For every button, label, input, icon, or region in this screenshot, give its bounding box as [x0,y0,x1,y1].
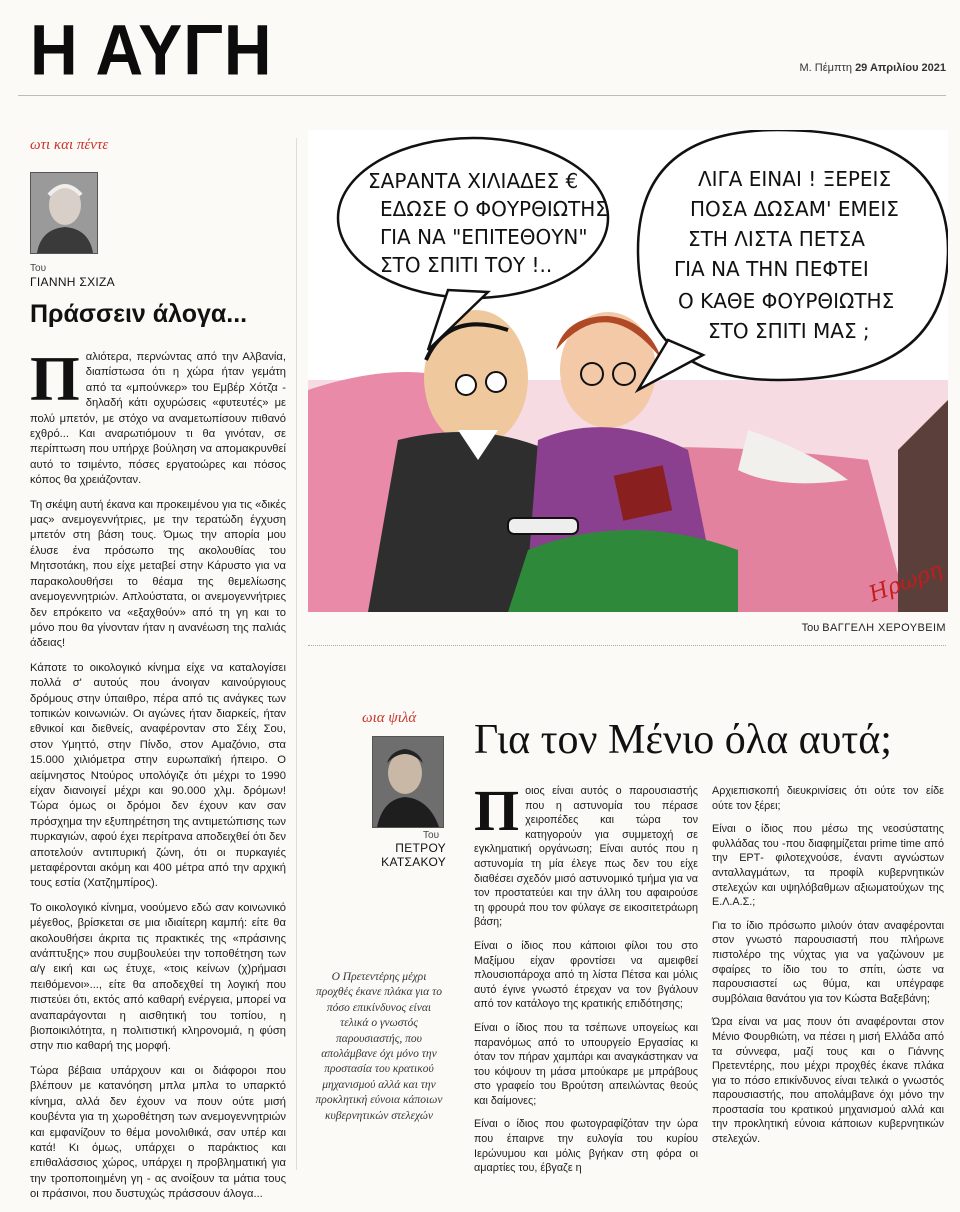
article-headline: Πράσσειν άλογα... [30,300,248,328]
drop-cap: Π [30,343,80,414]
article-body-column [474,778,698,1185]
credit-prefix: Του [801,622,820,634]
masthead-logo: Η ΑΥΓΗ [30,9,273,90]
date: 29 Απριλίου 2021 [855,62,946,74]
bubble-left-line: ΣΤΟ ΣΠΙΤΙ ΤΟΥ !.. [380,253,553,277]
pull-quote: Ο Πρετεντέρης μέχρι προχθές έκανε πλάκα για το πόσο επικίνδυνος είναι τελικά ο γνωστός παρουσιαστής, που απολάμβανε όχι μόνο την προστασία του κρατικού μηχανισμού αλλά και την προκλητική εύνοια κάποιων κυβερνητικών στελεχών [315,971,443,1122]
byline-prefix: Του [30,263,47,274]
byline-prefix: Του [423,830,440,841]
author-photo [372,736,444,828]
cartoonist-signature: Ηρωρη [865,557,946,608]
article-paragraph: Είναι ο ίδιος που φωτογραφίζόταν την ώρα που έπαιρνε την ευλογία του κυρίου Ιερώνυμου και μόλις βγήκαν στη φόρα οι αμαρτίες του, έβγαζε η [474,1118,698,1175]
drop-cap: Π [474,778,520,843]
header-rule [18,95,946,96]
article-paragraph: Το οικολογικό κίνημα, νοούμενο εδώ σαν κοινωνικό μέγεθος, βρίσκεται σε μια ιδιαίτερη καμπή: είτε θα ακολουθήσει άκριτα τις πρακτικές της «πράσινης ανάπτυξης» που συμβουλεύει την τοποθέτηση των α/γ εική και ως έτυχε, «τοις κείνων (χ)ρήμασι πειθόμενοι»..., είτε θα αποδεχθεί τη λογική που πιστεύει ότι, εκτός από καθαρή ενέργεια, μπορεί να αναπαράγονται η αισθητική του τοπίου, η βιοποικιλότητα, η πολιτιστική κληρονομιά, η φύση στην πιο καθαρή της μορφή. [30,901,286,1053]
column-kicker: ωτι και πέντε [30,137,109,153]
article-paragraph: Κάποτε το οικολογικό κίνημα είχε να καταλογίσει πολλά σ' αυτούς που άνοιγαν καινούργιους δρόμους στην ύπαιθρο, πέρα από τις ανάγκες των τοπικών κοινωνιών. Οι αγώνες ήταν διαρκείς, ήταν εθνικοί και διεθνείς, αναφέρονταν στο Σέιχ Σου, στον Υμηττό, στην Πίνδο, στον Αμαζόνιο, στα 15.000 χιλιόμετρα στην ευρωπαϊκή ήπειρο. Ο αείμνηστος Ντούρος υπολόγιζε ότι μέχρι το 1990 είχαν διανοιγεί μέχρι και 90.000 χλμ. δρόμων! Τώρα όμως οι δρόμοι δεν έχουν καν σαν πρόσχημα την εξυπηρέτηση της αντιμετώπισης των πυρκαγιών, αφού έχει περίτρανα αποδειχθεί ότι δεν αποτελούν αντιπυρική ζώνη, ότι οι πυρκαγιές μεταφέρονται ακόμη και 400 μέτρα από την αρχική τους εστία (Χατζημπίρος). [30,661,286,890]
author-portrait-icon [31,173,97,253]
bubble-right-line: ΠΟΣΑ ΔΩΣΑΜ' ΕΜΕΙΣ [690,197,899,221]
political-cartoon [308,130,948,612]
article-body [30,343,286,1212]
bubble-right-line: ΣΤΟ ΣΠΙΤΙ ΜΑΣ ; [708,319,870,343]
date-prefix: Μ. Πέμπτη [799,62,852,74]
article-paragraph: Είναι ο ίδιος που τα τσέπωνε υπογείως και παρανόμως από το υπουργείο Εργασίας κι όταν τον πήραν χαμπάρι και αναγκάστηκαν να του κόψουν τη μάσα μπούκαρε με μπράβους στο γραφείο του Βρούτση απειλώντας θεούς και δαίμονες; [474,1021,698,1107]
article-paragraph: Για το ίδιο πρόσωπο μιλούν όταν αναφέρονται στον γνωστό παρουσιαστή που πλήρωνε πιστολέρο της νύχτας για να γαζώνουν με σφαίρες το ίδιο του το σπίτι, ώστε να παρουσιαστεί ως θύμα, και υπέγραφε συμβόλαια θανάτου για τον Κώστα Βαξεβάνη; [712,919,944,1005]
bubble-right-line: Ο ΚΑΘΕ ΦΟΥΡΘΙΩΤΗΣ [678,289,895,313]
article-paragraph: Είναι ο ίδιος που μέσω της νεοσύστατης φυλλάδας του -που διαφημίζεται prime time από την ΕΡΤ- φιλοτεχνούσε, έναντι αγνώστων ανταλλαγμάτων, τα προφίλ κυβερνητικών στελεχών και υψηλόβαθμων αξιωματούχων της Ε.Λ.Α.Σ.; [712,823,944,909]
article-body-column [712,784,944,1156]
article-paragraph: Αρχιεπισκοπή διευκρινίσεις ότι ούτε τον είδε ούτε τον ξέρει; [712,785,944,812]
cartoon-credit [802,622,946,634]
byline-name: ΠΕΤΡΟΥ ΚΑΤΣΑΚΟΥ [381,841,446,869]
article-paragraph: Παλιότερα, περνώντας από την Αλβανία, διαπίστωσα ότι η χώρα ήταν γεμάτη από τα «μπούνκερ» του Εμβέρ Χότζα - δηλαδή κάτι οχυρώσεις «φυτευτές» με πολύ μπετόν, με στόχο να αναμετωπίσουν πιθανό εχθρό... Και αναρωτιόμουν τι θα γινόταν, σε περίπτωση που υπήρχε βούληση να απομακρυνθεί αυτό το τσιμέντο, πόσες εργατοώρες και πόσος κόπος θα χρειάζονταν. [30,343,286,487]
bubble-left-line: ΣΑΡΑΝΤΑ ΧΙΛΙΑΔΕΣ € [368,169,579,193]
article-headline: Για τον Μένιο όλα αυτά; [474,717,892,763]
byline-name: ΓΙΑΝΝΗ ΣΧΙΖΑ [30,275,115,289]
bubble-right-line: ΛΙΓΑ ΕΙΝΑΙ ! ΞΕΡΕΙΣ [698,167,892,191]
credit-name: ΒΑΓΓΕΛΗ ΧΕΡΟΥΒΕΙΜ [822,622,946,634]
article-paragraph: Ποιος είναι αυτός ο παρουσιαστής που η αστυνομία του πέρασε χειροπέδες και τώρα τον κατηγορούν για συμμετοχή σε εγκληματική οργάνωση; Είναι αυτός που η αστυνομία τη μία έλεγε πως δεν του είχε διαθέσει σχεδόν μισό αστυνομικό τμήμα για να τον προστατεύει και την άλλη του αφαιρούσε τη φρουρά που τον φύλαγε σε εικοσιτετράωρη βάση; [474,778,698,929]
article-paragraph: Τη σκέψη αυτή έκανα και προκειμένου για τις «δικές μας» ανεμογεννήτριες, με την τερατώδη έγχυση μπετόν στη βάση τους. Όμως την απορία μου έλυσε ένα πρόσωπο της ακολουθίας του Μητσοτάκη, που είχε μεταβεί στην Κάρυστο για να παρακολουθήσει το θέαμα της θεμελίωσης ανεμογεννητριών. Απλούστατα, οι ανεμογεννήτριες δεν επρόκειτο να «εξαχθούν» από τη γη και το μόνο που θα γίνονταν ήταν η ανανέωση της παλιάς άδειας! [30,498,286,650]
dateline [799,62,946,74]
bubble-right-line: ΣΤΗ ΛΙΣΤΑ ΠΕΤΣΑ [688,227,865,251]
column-kicker: ωια ψιλά [362,710,417,726]
bubble-left-line: ΕΔΩΣΕ Ο ΦΟΥΡΘΙΩΤΗΣ [380,197,608,221]
author-photo [30,172,98,254]
article-paragraph: Ώρα είναι να μας πουν ότι αναφέρονται στον Μένιο Φουρθιώτη, να πέσει η μισή Ελλάδα από τα σύννεφα, μαζί τους και ο Γιάννης Πρετεντέρης, που μέχρι προχθές έκανε πλάκα για το πόσο επικίνδυνος είναι τελικά ο γνωστός παρουσιαστής, που απολάμβανε όχι μόνο την προστασία του κρατικού μηχανισμού αλλά και την προκλητική εύνοια κάποιων κυβερνητικών στελεχών. [712,1016,944,1146]
bubble-right-line: ΓΙΑ ΝΑ ΤΗΝ ΠΕΦΤΕΙ [674,257,869,281]
column-divider [296,138,297,1170]
section-rule [308,645,946,646]
article-paragraph: Είναι ο ίδιος που κάποιοι φίλοι του στο Μαξίμου είχαν φροντίσει να αμειφθεί πλουσιοπάροχα από τη λίστα Πέτσα και μόλις αυτό έγινε γνωστό έτρεχαν να τον βγάλουν από τον κατάλογο της κρατικής επιδότησης; [474,939,698,1011]
bubble-left-line: ΓΙΑ ΝΑ "ΕΠΙΤΕΘΟΥΝ" [380,225,588,249]
author-portrait-icon [373,737,443,827]
article-paragraph: Τώρα βέβαια υπάρχουν και οι διάφοροι που βλέπουν με κατανόηση μπλα μπλα το υπαρκτό κίνημα, αλλά δεν έχουν να πουν ούτε μισή κουβέντα για τη χωροθέτηση των ανεμογεννητριών και εμφανίζουν το θέμα μονολιθικά, σαν υπέρ και κατά! Κι όμως, υπάρχει ο παράκτιος και επιθαλάσσιος χώρος, υπάρχει η προβληματική για την τροποποιημένη γη - ας ανοίξουν τα μάτια τους οι πράσινοι, που δυστυχώς πράσσουν άλογα... [30,1064,286,1201]
remote-control [508,518,578,534]
